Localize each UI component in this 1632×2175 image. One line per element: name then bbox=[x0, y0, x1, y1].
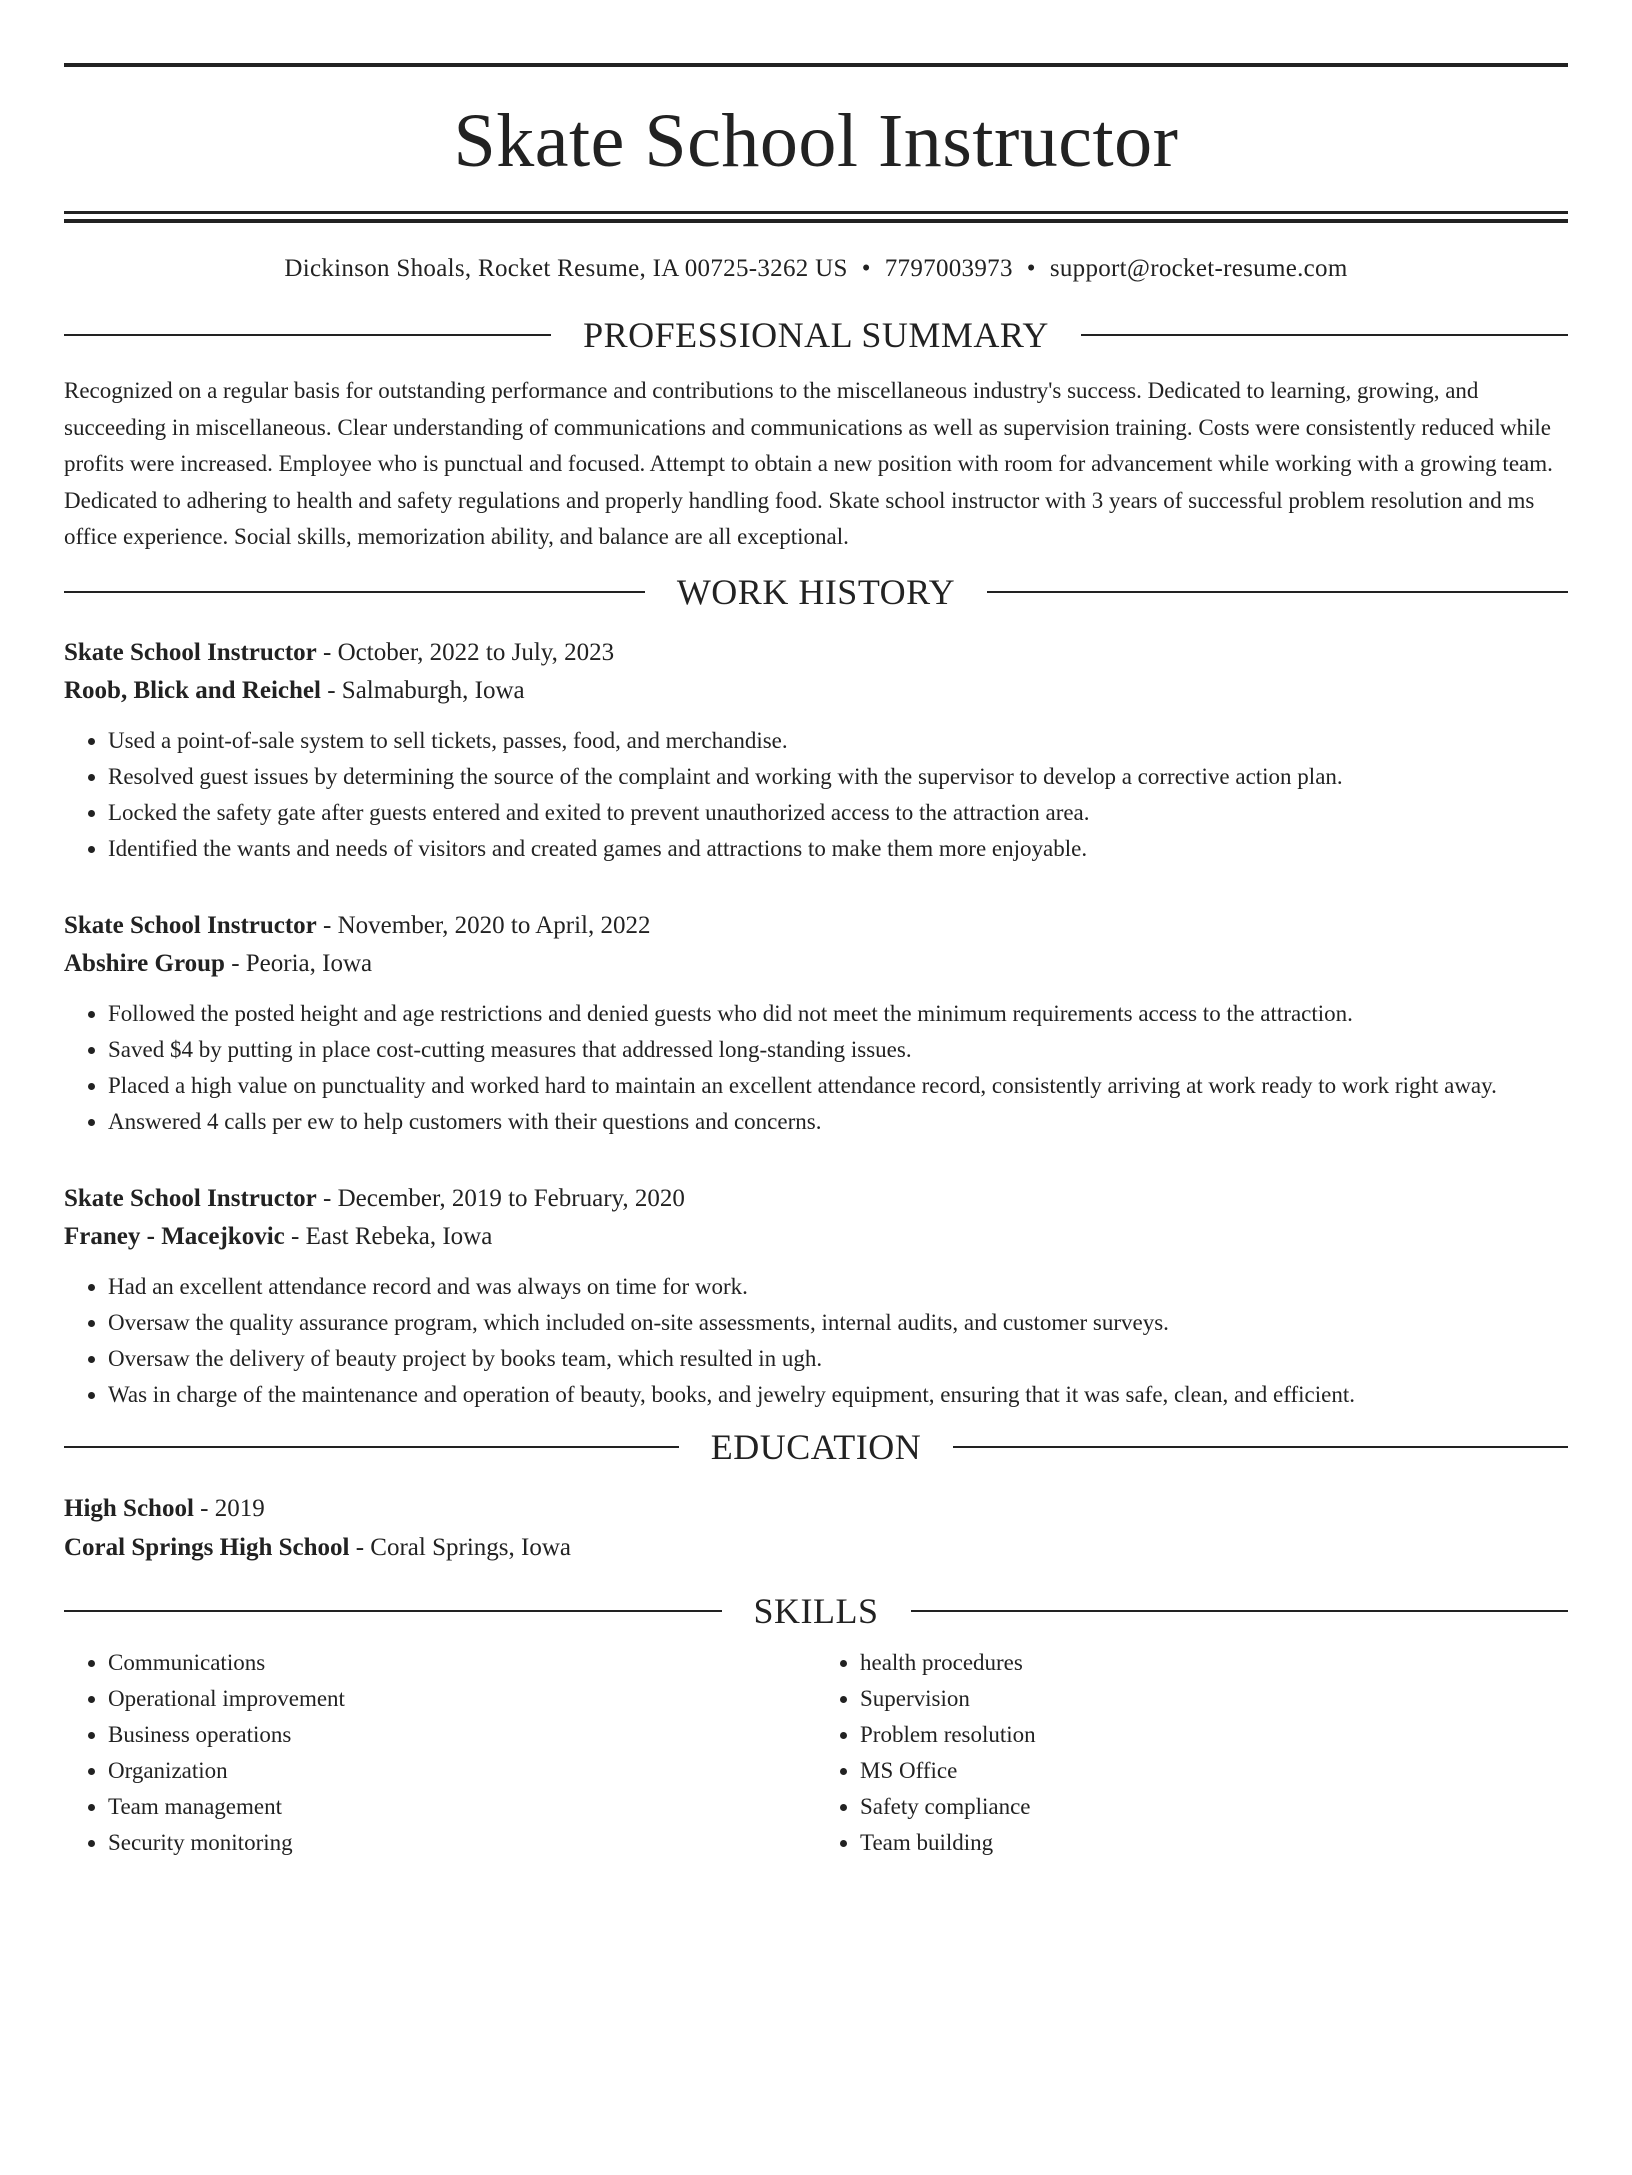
job-role: Skate School Instructor bbox=[64, 638, 317, 666]
job-bullets bbox=[64, 723, 1568, 867]
education-degree-line bbox=[64, 1489, 1568, 1528]
skills-right-column bbox=[816, 1645, 1568, 1861]
section-title-skills: SKILLS bbox=[753, 1590, 879, 1631]
job-company: Franey - Macejkovic bbox=[64, 1222, 285, 1250]
header-double-rule bbox=[64, 211, 1568, 223]
job-role-line bbox=[64, 634, 1568, 672]
education-entry bbox=[64, 1489, 1568, 1567]
skill-item: • Problem resolution bbox=[860, 1717, 1568, 1753]
job-location: - Peoria, Iowa bbox=[224, 949, 373, 977]
section-header-skills bbox=[64, 1590, 1568, 1631]
job-bullet: • Answered 4 calls per ew to help customers with their questions and concerns. bbox=[108, 1104, 1568, 1140]
job-entry bbox=[64, 907, 1568, 1140]
skills-columns bbox=[64, 1645, 1568, 1861]
skill-item: • MS Office bbox=[860, 1753, 1568, 1789]
job-entry bbox=[64, 634, 1568, 867]
job-bullet: • Resolved guest issues by determining the source of the complaint and working with the supervisor to develop a corrective action plan. bbox=[108, 759, 1568, 795]
skill-item: • Team management bbox=[108, 1789, 816, 1825]
section-header-summary bbox=[64, 317, 1568, 353]
job-company-line bbox=[64, 672, 1568, 710]
skill-item: • health procedures bbox=[860, 1645, 1568, 1681]
summary-text: Recognized on a regular basis for outstanding performance and contributions to the miscellaneous industry's success. Dedicated to learning, growing, and succeeding in miscellaneous. Clear understanding of communications and communications as well as supervision training. Costs were consistently reduced while profits were increased. Employee who is punctual and focused. Attempt to obtain a new position with room for advancement while working with a growing team. Dedicated to adhering to health and safety regulations and properly handling food. Skate school instructor with 3 years of successful problem resolution and ms office experience. Social skills, memorization ability, and balance are all exceptional. bbox=[64, 378, 1553, 549]
job-role: Skate School Instructor bbox=[64, 911, 317, 939]
job-bullet: • Locked the safety gate after guests entered and exited to prevent unauthorized access to the attraction area. bbox=[108, 795, 1568, 831]
contact-separator: • bbox=[1026, 255, 1036, 282]
section-rule bbox=[987, 591, 1568, 593]
section-rule bbox=[64, 1610, 722, 1612]
section-title-summary: PROFESSIONAL SUMMARY bbox=[583, 315, 1049, 355]
skill-item: • Organization bbox=[108, 1753, 816, 1789]
job-company: Abshire Group bbox=[64, 949, 225, 977]
section-rule bbox=[64, 591, 645, 593]
skill-item: • Team building bbox=[860, 1825, 1568, 1861]
section-rule bbox=[64, 334, 551, 336]
skill-item: • Business operations bbox=[108, 1717, 816, 1753]
job-location: - Salmaburgh, Iowa bbox=[320, 676, 525, 704]
contact-address: Dickinson Shoals, Rocket Resume, IA 00725-3262 US bbox=[284, 255, 848, 282]
contact-separator: • bbox=[861, 255, 871, 282]
job-company-line bbox=[64, 1218, 1568, 1256]
education-degree: High School bbox=[64, 1494, 194, 1522]
job-bullet: • Oversaw the quality assurance program, which included on-site assessments, internal audits, and customer surveys. bbox=[108, 1305, 1568, 1341]
skill-item: • Operational improvement bbox=[108, 1681, 816, 1717]
top-rule bbox=[64, 63, 1568, 67]
job-bullet: • Oversaw the delivery of beauty project by books team, which resulted in ugh. bbox=[108, 1341, 1568, 1377]
section-header-education bbox=[64, 1426, 1568, 1467]
job-role-line bbox=[64, 907, 1568, 945]
job-bullet: • Placed a high value on punctuality and worked hard to maintain an excellent attendance record, consistently arriving at work ready to work right away. bbox=[108, 1068, 1568, 1104]
section-rule bbox=[953, 1446, 1568, 1448]
job-location: - East Rebeka, Iowa bbox=[284, 1222, 493, 1250]
education-school-line bbox=[64, 1528, 1568, 1567]
job-dates: - October, 2022 to July, 2023 bbox=[316, 638, 615, 666]
education-school: Coral Springs High School bbox=[64, 1533, 350, 1561]
contact-phone: 7797003973 bbox=[884, 255, 1013, 282]
job-dates: - November, 2020 to April, 2022 bbox=[316, 911, 651, 939]
resume-page bbox=[0, 63, 1632, 2175]
job-dates: - December, 2019 to February, 2020 bbox=[316, 1184, 685, 1212]
education-year: - 2019 bbox=[193, 1494, 265, 1522]
section-rule bbox=[64, 1446, 679, 1448]
section-rule bbox=[1081, 334, 1568, 336]
job-entry bbox=[64, 1180, 1568, 1413]
skill-item: • Safety compliance bbox=[860, 1789, 1568, 1825]
job-bullet: • Followed the posted height and age restrictions and denied guests who did not meet the minimum requirements access to the attraction. bbox=[108, 996, 1568, 1032]
skill-item: • Supervision bbox=[860, 1681, 1568, 1717]
section-title-work-history: WORK HISTORY bbox=[676, 571, 956, 612]
section-title-education: EDUCATION bbox=[710, 1426, 922, 1467]
job-bullets bbox=[64, 1269, 1568, 1413]
job-role: Skate School Instructor bbox=[64, 1184, 317, 1212]
job-bullet: • Identified the wants and needs of visitors and created games and attractions to make them more enjoyable. bbox=[108, 831, 1568, 867]
job-company: Roob, Blick and Reichel bbox=[64, 676, 321, 704]
skill-item: • Security monitoring bbox=[108, 1825, 816, 1861]
job-bullet: • Saved $4 by putting in place cost-cutting measures that addressed long-standing issues. bbox=[108, 1032, 1568, 1068]
contact-email: support@rocket-resume.com bbox=[1049, 255, 1348, 282]
section-rule bbox=[911, 1610, 1569, 1612]
skill-item: • Communications bbox=[108, 1645, 816, 1681]
job-bullets bbox=[64, 996, 1568, 1140]
job-bullet: • Was in charge of the maintenance and operation of beauty, books, and jewelry equipment, ensuring that it was safe, clean, and efficient. bbox=[108, 1377, 1568, 1413]
job-bullet: • Used a point-of-sale system to sell tickets, passes, food, and merchandise. bbox=[108, 723, 1568, 759]
job-company-line bbox=[64, 945, 1568, 983]
skills-left-column bbox=[64, 1645, 816, 1861]
job-bullet: • Had an excellent attendance record and was always on time for work. bbox=[108, 1269, 1568, 1305]
job-role-line bbox=[64, 1180, 1568, 1218]
education-location: - Coral Springs, Iowa bbox=[349, 1533, 571, 1561]
resume-name: Skate School Instructor bbox=[453, 99, 1179, 183]
contact-line bbox=[64, 256, 1568, 281]
section-header-work-history bbox=[64, 571, 1568, 612]
